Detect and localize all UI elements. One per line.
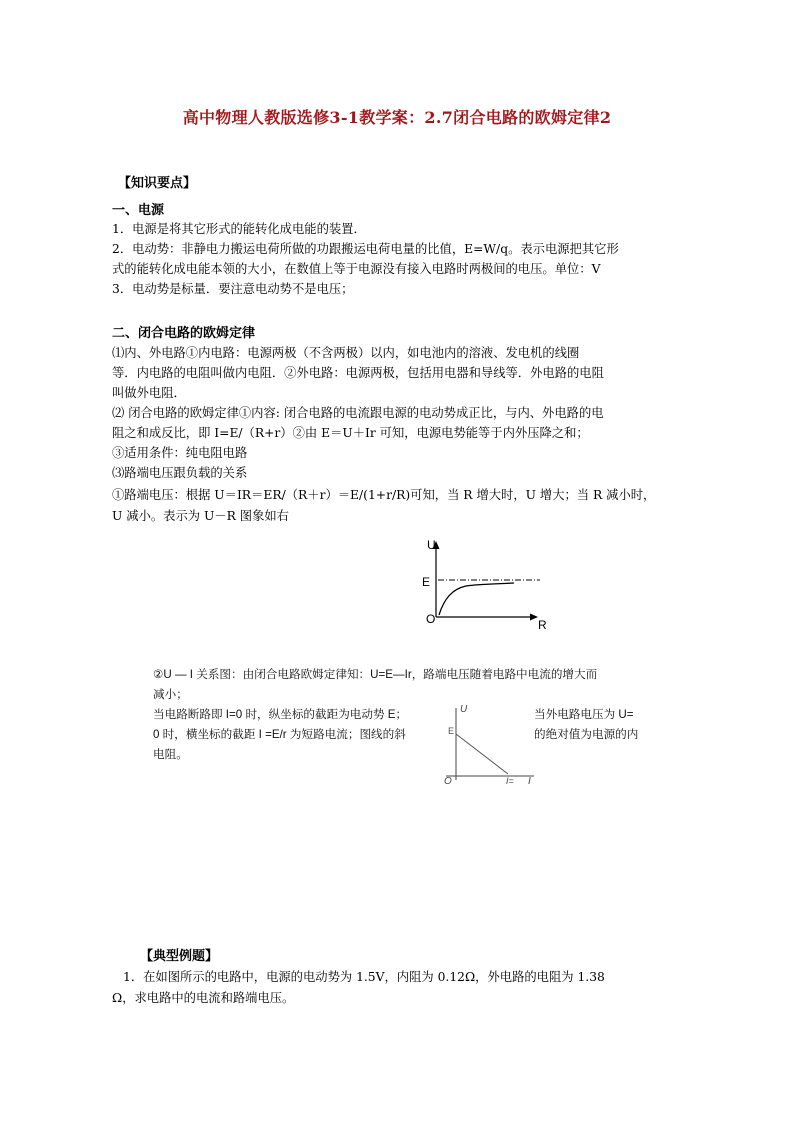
scan-line-3a: 当电路断路即 I=0 时，纵坐标的截距为电动势 E；	[153, 708, 408, 721]
ohm-heading: 二、闭合电路的欧姆定律	[112, 326, 256, 341]
power-line-3: 式的能转化成电能本领的大小，在数值上等于电源没有接入电路时两极间的电压。单位：V	[112, 262, 601, 276]
ohm-line-3: 叫做外电阻．	[112, 386, 186, 400]
ohm-line-6: ③适用条件：纯电阻电路	[112, 446, 248, 460]
ohm-line-2: 等．内电路的电阻叫做内电阻．②外电路：电源两极，包括用电器和导线等．外电路的电阻	[112, 366, 604, 380]
scan-line-5: 电阻。	[153, 748, 188, 761]
ohm-line-1: ⑴内、外电路①内电路：电源两极（不含两极）以内，如电池内的溶液、发电机的线圈	[112, 346, 580, 360]
scan-line-3b: 当外电路电压为 U=	[534, 708, 634, 721]
u-axis-label: U	[427, 538, 436, 552]
section-examples-heading: 【典型例题】	[140, 949, 219, 964]
power-line-1: 1．电源是将其它形式的能转化成电能的装置．	[112, 222, 366, 236]
ohm-line-8: ①路端电压：根据 U＝IR＝ER/（R＋r）＝E/(1+r/R)可知，当 R 增大时，U 增大；当 R 减小时，	[112, 488, 656, 502]
scan-line-4b: 的绝对值为电源的内	[534, 728, 639, 741]
power-line-2: 2．电动势：非静电力搬运电荷所做的功跟搬运电荷电量的比值，E=W/q。表示电源把其它形	[112, 242, 619, 256]
ohm-line-9: U 减小。表示为 U－R 图象如右	[112, 509, 289, 523]
r-axis-arrow	[530, 614, 538, 621]
ui-i0-label: I=	[506, 776, 514, 786]
section-knowledge-heading: 【知识要点】	[118, 176, 197, 191]
power-heading: 一、电源	[112, 203, 165, 218]
scan-line-4a: 0 时，横坐标的截距 I =E/r 为短路电流；图线的斜	[153, 728, 406, 741]
u-r-graph	[418, 535, 558, 635]
page-title: 高中物理人教版选修3-1教学案：2.7闭合电路的欧姆定律2	[182, 108, 612, 127]
power-line-4: 3．电动势是标量．要注意电动势不是电压；	[112, 282, 354, 296]
scan-line-1: ②U — I 关系图：由闭合电路欧姆定律知：U=E—Ir，路端电压随着电路中电流的增大而	[153, 668, 598, 681]
ui-e-label: E	[448, 726, 455, 736]
ohm-line-5: 阻之和成反比，即 I=E/（R+r）②由 E＝U＋Ir 可知，电源电势能等于内外压降之和；	[112, 426, 589, 440]
u-r-curve	[439, 583, 514, 615]
e-label: E	[422, 575, 431, 589]
ui-line	[456, 734, 508, 774]
r-axis-label: R	[538, 618, 547, 632]
u-i-graph	[438, 700, 538, 788]
origin-label: O	[426, 612, 436, 626]
example-1-line-2: Ω，求电路中的电流和路端电压。	[112, 991, 295, 1005]
ui-origin-label: O	[444, 776, 452, 787]
ohm-line-7: ⑶路端电压跟负载的关系	[112, 466, 248, 480]
example-1-line-1: 1．在如图所示的电路中，电源的电动势为 1.5V，内阻为 0.12Ω，外电路的电阻为 1.38	[123, 970, 605, 984]
ui-i-label: I	[528, 776, 531, 787]
ui-u-label: U	[460, 704, 468, 715]
ohm-line-4: ⑵ 闭合电路的欧姆定律①内容: 闭合电路的电流跟电源的电动势成正比，与内、外电路的电	[112, 406, 604, 420]
scan-line-2: 减小；	[153, 688, 188, 701]
